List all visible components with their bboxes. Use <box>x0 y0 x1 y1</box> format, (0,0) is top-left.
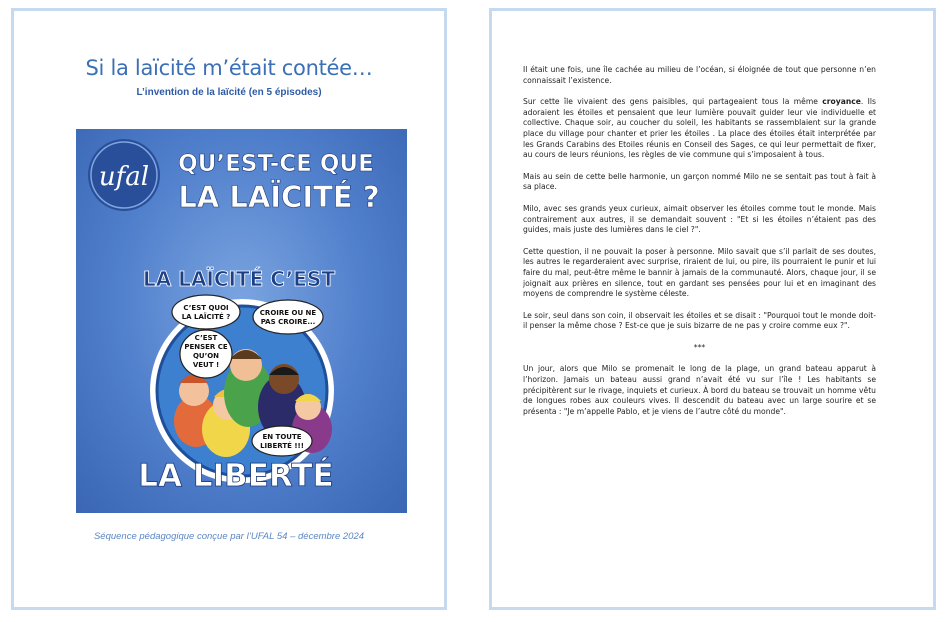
poster-banner: LA LAÏCITÉ C’EST <box>143 267 335 291</box>
paragraph-7: Un jour, alors que Milo se promenait le long de la plage, un grand bateau apparut à l’horizon. Jamais un bateau aussi grand n’avait été vu sur l’île ! Les habitants se précipitèrent sur le rivage, inquiets et curieux. À bord du bateau se trouvait un homme vêtu de longues robes aux couleurs vives. Il descendit du bateau avec un large sourire et se présenta : "Je m’appelle Pablo, et je viens de l’autre côté du monde". <box>523 364 876 416</box>
paragraph-2-bold: croyance <box>822 97 861 107</box>
bubble-3-line1: C’EST <box>194 334 218 342</box>
bubble-1-line2: LA LAÏCITÉ ? <box>181 313 231 321</box>
bubble-4-line2: LIBERTÉ !!! <box>260 442 304 450</box>
paragraph-2-end: . Ils adoraient les étoiles et pensaient que leur lumière pouvait guider leur vie individuelle et collective. Chaque soir, au coucher du soleil, les habitants se rassemblaient sur la grande place du village pour chanter et prier les étoiles . La place des étoiles était interprétée par les Grands Carabins des Etoiles réunis en Conseil des Sages, ce qui leur permettait de fixer, au cours de leurs réunions, les règles de vie commune qui s’imposaient à tous. <box>523 97 876 160</box>
poster-footer: LA LIBERTÉ <box>138 458 334 494</box>
bubble-2-line2: PAS CROIRE... <box>260 318 316 326</box>
cover-caption: Séquence pédagogique conçue par l’UFAL 54 – décembre 2024 <box>93 531 365 542</box>
bubble-3-line4: VEUT ! <box>192 361 220 369</box>
speech-bubble-3 <box>180 330 232 378</box>
poster-headline-line2: LA LAÏCITÉ ? <box>178 180 380 214</box>
ufal-logo <box>88 139 160 211</box>
speech-bubble-4 <box>252 426 312 456</box>
bubble-1-line1: C’EST QUOI <box>183 304 229 312</box>
paragraph-6: Le soir, seul dans son coin, il observait les étoiles et se disait : "Pourquoi tout le monde doit-il penser la même chose ? Est-ce que je suis bizarre de ne pas y croire comme eux ?". <box>523 310 876 331</box>
section-separator: *** <box>693 342 706 352</box>
ufal-logo-text: ufal <box>98 162 150 192</box>
paragraph-5: Cette question, il ne pouvait la poser à personne. Milo savait que s’il parlait de ses doutes, les autres le regarderaient avec surprise, riraient de lui, ou pire, ils pourraient le punir et lui faire du mal, peut-être même le bannir à jamais de la communauté. Alors, chaque jour, il se joignait aux prières en silence, tout en gardant ses pensées pour lui et en imaginant des moyens de comprendre le système céleste. <box>523 246 876 299</box>
story-page <box>489 8 936 610</box>
paragraph-2-start: Sur cette île vivaient des gens paisibles, qui partageaient tous la même <box>523 97 823 107</box>
bubble-3-line2: PENSER CE <box>184 343 228 351</box>
cover-subtitle: L’invention de la laïcité (en 5 épisodes) <box>136 87 322 98</box>
cover-page <box>11 8 447 610</box>
paragraph-4: Milo, avec ses grands yeux curieux, aimait observer les étoiles comme tout le monde. Mais contrairement aux autres, il se demandait souvent : "Et si les étoiles n’étaient pas des guides, mais juste des lumières dans le ciel ?". <box>523 203 876 235</box>
paragraph-3: Mais au sein de cette belle harmonie, un garçon nommé Milo ne se sentait pas tout à fait à sa place. <box>523 171 876 192</box>
cover-title: Si la laïcité m’était contée… <box>85 56 373 80</box>
bubble-2-line1: CROIRE OU NE <box>259 309 317 317</box>
story-text <box>523 65 876 428</box>
paragraph-1: Il était une fois, une île cachée au milieu de l’océan, si éloignée de tout que personne n’en connaissait l’existence. <box>523 65 876 85</box>
bubble-4-line1: EN TOUTE <box>262 433 302 441</box>
bubble-3-line3: QU’ON <box>192 352 220 360</box>
paragraph-2 <box>523 97 876 161</box>
cover-poster <box>76 129 407 513</box>
poster-headline-line1: QU’EST-CE QUE <box>178 151 374 177</box>
speech-bubble-2 <box>253 300 323 334</box>
speech-bubble-1 <box>172 295 240 329</box>
